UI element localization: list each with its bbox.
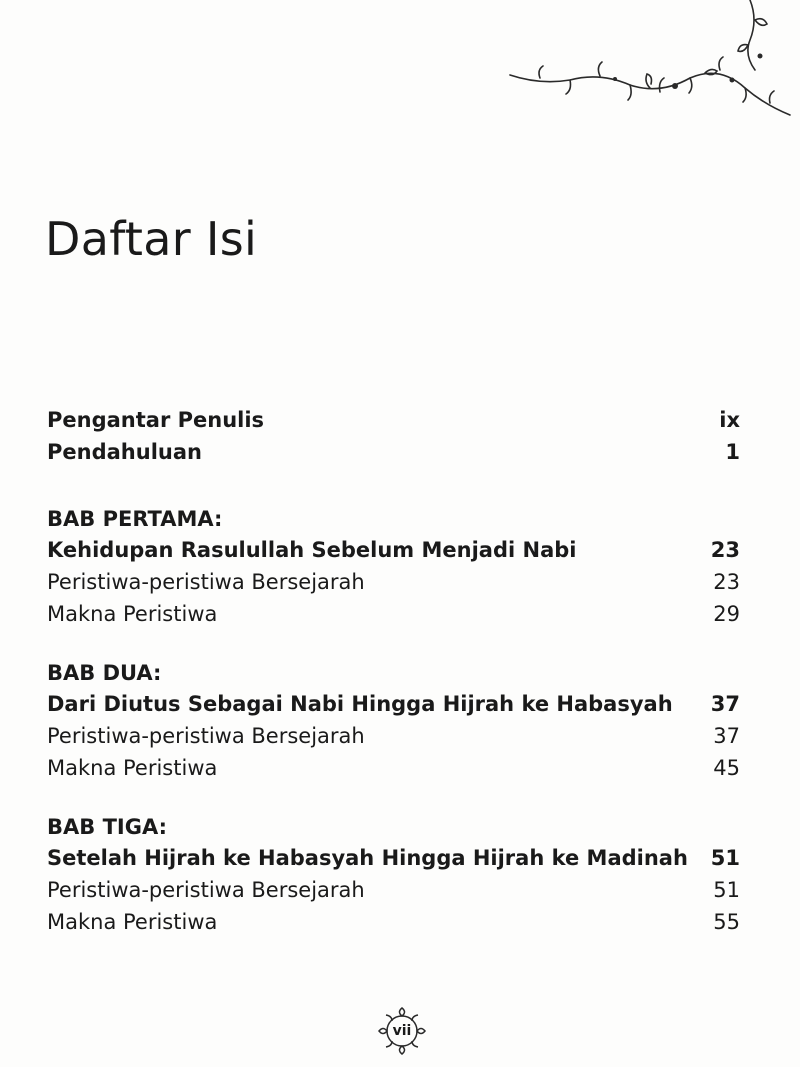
toc-entry-page: ix	[719, 408, 740, 432]
toc-entry[interactable]	[47, 752, 740, 784]
toc-entry[interactable]	[47, 720, 740, 752]
toc-entry-page: 37	[710, 692, 740, 716]
page-title: Daftar Isi	[45, 212, 258, 266]
toc-entry[interactable]	[47, 566, 740, 598]
toc-entry-label: Makna Peristiwa	[47, 756, 218, 780]
toc-entry-label: Makna Peristiwa	[47, 910, 218, 934]
toc-entry-page: 51	[710, 846, 740, 870]
toc-entry-label: Dari Diutus Sebagai Nabi Hingga Hijrah ke Habasyah	[47, 692, 673, 716]
toc-entry[interactable]	[47, 906, 740, 938]
toc-entry-label: Peristiwa-peristiwa Bersejarah	[47, 570, 365, 594]
toc-entry-label: Kehidupan Rasulullah Sebelum Menjadi Nabi	[47, 538, 577, 562]
toc-entry-page: 29	[713, 602, 740, 626]
toc-entry-label: Peristiwa-peristiwa Bersejarah	[47, 878, 365, 902]
chapter-heading-3[interactable]	[47, 842, 740, 874]
page-number: vii	[392, 1023, 412, 1039]
toc-entry-pendahuluan[interactable]	[47, 436, 740, 468]
toc-entry-page: 51	[713, 878, 740, 902]
chapter-heading-2[interactable]	[47, 688, 740, 720]
floral-vine-ornament	[500, 0, 800, 140]
toc-entry[interactable]	[47, 874, 740, 906]
toc-entry-page: 23	[713, 570, 740, 594]
table-of-contents	[47, 404, 740, 938]
toc-entry-label: Pendahuluan	[47, 440, 202, 464]
toc-entry-label: Pengantar Penulis	[47, 408, 265, 432]
toc-entry-page: 37	[713, 724, 740, 748]
toc-entry-page: 1	[725, 440, 740, 464]
toc-entry-label: Peristiwa-peristiwa Bersejarah	[47, 724, 365, 748]
toc-entry-page: 55	[713, 910, 740, 934]
toc-entry-page: 45	[713, 756, 740, 780]
toc-entry-label: Setelah Hijrah ke Habasyah Hingga Hijrah ke Madinah	[47, 846, 688, 870]
toc-entry-pengantar[interactable]	[47, 404, 740, 436]
toc-entry-label: Makna Peristiwa	[47, 602, 218, 626]
toc-entry[interactable]	[47, 598, 740, 630]
toc-entry-page: 23	[710, 538, 740, 562]
chapter-label-1: BAB PERTAMA:	[47, 507, 223, 531]
chapter-label-3: BAB TIGA:	[47, 815, 167, 839]
chapter-heading-1[interactable]	[47, 534, 740, 566]
chapter-label-2: BAB DUA:	[47, 661, 162, 685]
